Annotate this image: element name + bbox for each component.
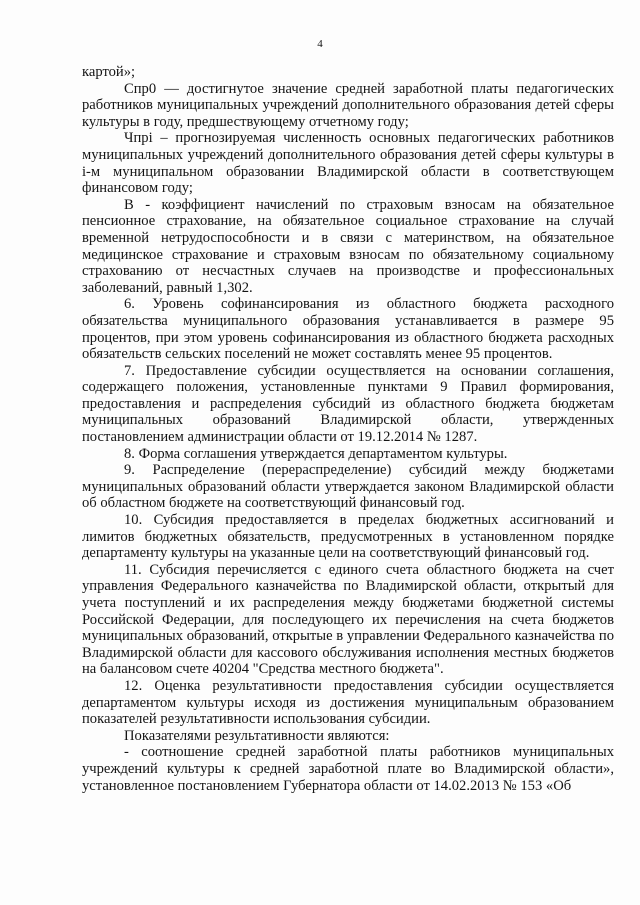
paragraph: В - коэффициент начислений по страховым взносам на обязательное пенсионное страхование, на обязательное социальное страхование на случай временной нетрудоспособности и в связи с материнством, на обязательное медицинское страхование и страховым взносам по обязательному социальному страхованию от несчастных случаев на производстве и профессиональных заболеваний, равный 1,302. — [82, 196, 614, 296]
paragraph: 11. Субсидия перечисляется с единого счета областного бюджета на счет управления Федерального казначейства по Владимирской области, открытый для учета поступлений и их распределения между бюджетами бюджетной системы Российской Федерации, для последующего их перечисления на счета бюджетов муниципальных образований, открытые в управлении Федерального казначейства по Владимирской области для кассового обслуживания исполнения местных бюджетов на балансовом счете 40204 "Средства местного бюджета". — [82, 561, 614, 678]
paragraph: Спр0 — достигнутое значение средней заработной платы педагогических работников муниципальных учреждений дополнительного образования детей сферы культуры в году, предшествующему отчетному году; — [82, 80, 614, 130]
paragraph: 10. Субсидия предоставляется в пределах бюджетных ассигнований и лимитов бюджетных обязательств, предусмотренных в установленном порядке департаменту культуры на указанные цели на соответствующий финансовый год. — [82, 512, 614, 562]
paragraph: Чпрi – прогнозируемая численность основных педагогических работников муниципальных учреждений дополнительного образования детей сферы культуры в i-м муниципальном образовании Владимирской области в соответствующем финансовом году; — [82, 130, 614, 197]
paragraph: - соотношение средней заработной платы работников муниципальных учреждений культуры к средней заработной плате во Владимирской области», установленное постановлением Губернатора области от 14.02.2013 № 153 «Об — [82, 744, 614, 794]
paragraph: 7. Предоставление субсидии осуществляется на основании соглашения, содержащего положения, установленные пунктами 9 Правил формирования, предоставления и распределения субсидий из областного бюджета бюджетам муниципальных образований Владимирской области, утвержденных постановлением администрации области от 19.12.2014 № 1287. — [82, 362, 614, 446]
paragraph: картой»; — [82, 64, 136, 80]
paragraph: 8. Форма соглашения утверждается департаментом культуры. — [124, 445, 508, 462]
document-body — [82, 64, 614, 794]
paragraph: 9. Распределение (перераспределение) субсидий между бюджетами муниципальных образований области утверждается законом Владимирской области об областном бюджете на соответствующий финансовый год. — [82, 462, 614, 512]
page-number: 4 — [317, 38, 323, 50]
paragraph: 12. Оценка результативности предоставления субсидии осуществляется департаментом культуры исходя из достижения муниципальным образованием показателей результативности использования субсидии. — [82, 677, 614, 728]
paragraph: Показателями результативности являются: — [124, 727, 390, 744]
paragraph: 6. Уровень софинансирования из областного бюджета расходного обязательства муниципального образования устанавливается в размере 95 процентов, при этом уровень софинансирования из областного бюджета расходных обязательств сельских поселений не может составлять менее 95 процентов. — [82, 296, 614, 363]
